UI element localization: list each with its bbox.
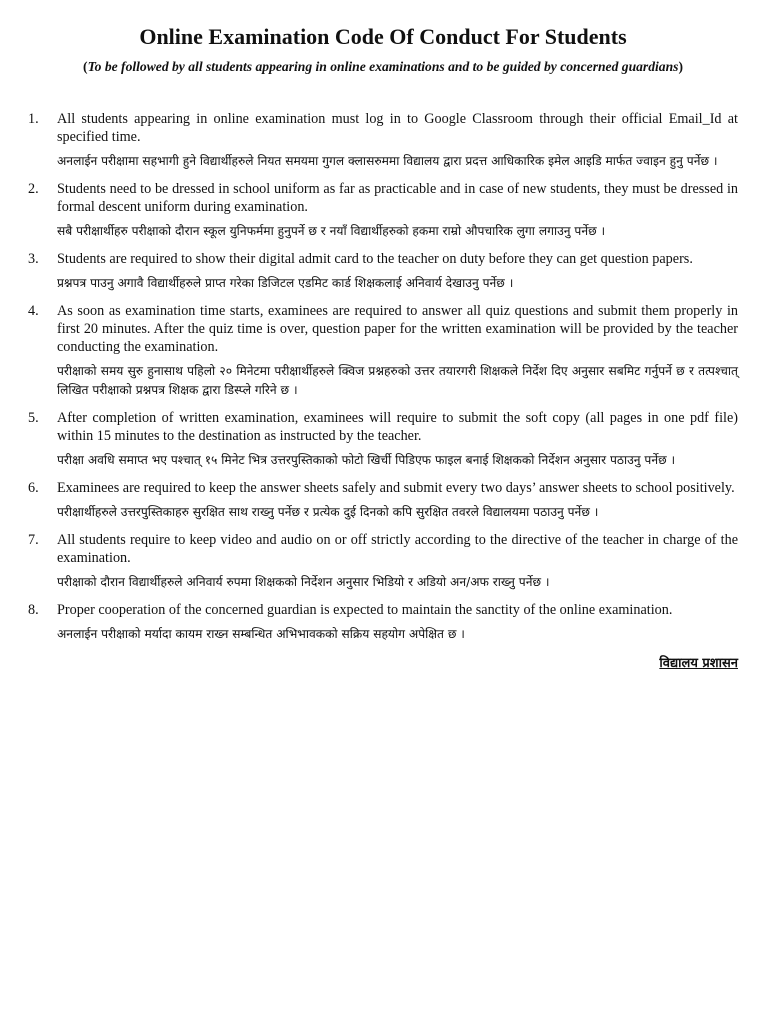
subtitle-close-paren: ) [678, 59, 683, 74]
rule-text-english: Students need to be dressed in school uniform as far as practicable and in case of new students, they must be dressed in formal descent uniform during examination. [57, 181, 738, 215]
rule-item-1 [28, 110, 738, 171]
rule-number: 3. [28, 251, 39, 267]
rule-text-english: After completion of written examination, examinees will require to submit the soft copy (all pages in one pdf file) within 15 minutes to the destination as instructed by the teacher. [57, 410, 738, 444]
rule-item-2 [28, 180, 738, 241]
rule-text-nepali: अनलाईन परीक्षामा सहभागी हुने विद्यार्थीहरुले नियत समयमा गुगल क्लासरुममा विद्यालय द्वारा प्रदत्त आधिकारिक इमेल आइडि मार्फत ज्वाइन हुनु पर्नेछ । [57, 154, 718, 168]
rule-text-english: All students appearing in online examination must log in to Google Classroom through their official Email_Id at specified time. [57, 111, 738, 145]
rule-number: 6. [28, 480, 39, 496]
rule-number: 8. [28, 602, 39, 618]
rule-number: 1. [28, 111, 39, 127]
document-title: Online Examination Code Of Conduct For Students [139, 24, 627, 49]
rule-text-nepali: परीक्षार्थीहरुले उत्तरपुस्तिकाहरु सुरक्षित साथ राख्नु पर्नेछ र प्रत्येक दुई दिनको कपि सुरक्षित तवरले विद्यालयमा पठाउनु पर्नेछ । [57, 505, 599, 519]
rule-text-english: Examinees are required to keep the answer sheets safely and submit every two days’ answer sheets to school positively. [57, 480, 735, 496]
school-administration-signature: विद्यालय प्रशासन [659, 656, 738, 671]
rule-text-english: Students are required to show their digital admit card to the teacher on duty before they can get question papers. [57, 251, 693, 267]
rule-text-nepali: परीक्षाको दौरान विद्यार्थीहरुले अनिवार्य रुपमा शिक्षकको निर्देशन अनुसार भिडियो र अडियो अन/अफ राख्नु पर्नेछ । [57, 575, 550, 589]
rule-number: 7. [28, 532, 39, 548]
rule-item-7 [28, 531, 738, 592]
rule-text-nepali: परीक्षाको समय सुरु हुनासाथ पहिलो २० मिनेटमा परीक्षार्थीहरुले क्विज प्रश्नहरुको उत्तर तयारगरी शिक्षकले निर्देश दिए अनुसार सबमिट गर्नुपर्ने छ र तत्पश्चात् लिखित परीक्षाको प्रश्नपत्र शिक्षक द्वारा डिस्प्ले गरिने छ । [57, 364, 738, 397]
rule-text-english: All students require to keep video and audio on or off strictly according to the directive of the teacher in charge of the examination. [57, 532, 738, 566]
rule-number: 2. [28, 181, 39, 197]
signature-block [28, 653, 738, 671]
rule-text-nepali: सबै परीक्षार्थीहरु परीक्षाको दौरान स्कूल युनिफर्ममा हुनुपर्ने छ र नयाँ विद्यार्थीहरुको हकमा राम्रो औपचारिक लुगा लगाउनु पर्नेछ । [57, 224, 606, 238]
rule-text-english: Proper cooperation of the concerned guardian is expected to maintain the sanctity of the online examination. [57, 602, 673, 618]
document-subtitle [28, 58, 738, 76]
rule-item-5 [28, 409, 738, 470]
rule-text-nepali: प्रश्नपत्र पाउनु अगावै विद्यार्थीहरुले प्राप्त गरेका डिजिटल एडमिट कार्ड शिक्षकलाई अनिवार्य देखाउनु पर्नेछ । [57, 276, 514, 290]
rule-number: 4. [28, 303, 39, 319]
rule-number: 5. [28, 410, 39, 426]
rule-item-6 [28, 479, 738, 522]
subtitle-text: To be followed by all students appearing in online examinations and to be guided by concerned guardians [87, 59, 679, 74]
rule-text-nepali: अनलाईन परीक्षाको मर्यादा कायम राख्न सम्बन्धित अभिभावकको सक्रिय सहयोग अपेक्षित छ । [57, 627, 465, 641]
subtitle-open-paren: ( [83, 59, 88, 74]
rule-item-8 [28, 601, 738, 644]
rule-item-3 [28, 250, 738, 293]
rule-text-english: As soon as examination time starts, examinees are required to answer all quiz questions and submit them properly in first 20 minutes. After the quiz time is over, question paper for the written examination will be provided by the teacher conducting the examination. [57, 303, 738, 355]
rules-list [28, 110, 738, 644]
rule-text-nepali: परीक्षा अवधि समाप्त भए पश्चात् १५ मिनेट भित्र उत्तरपुस्तिकाको फोटो खिर्ची पिडिएफ फाइल बनाई शिक्षकको निर्देशन अनुसार पठाउनु पर्नेछ । [57, 453, 676, 467]
rule-item-4 [28, 302, 738, 400]
